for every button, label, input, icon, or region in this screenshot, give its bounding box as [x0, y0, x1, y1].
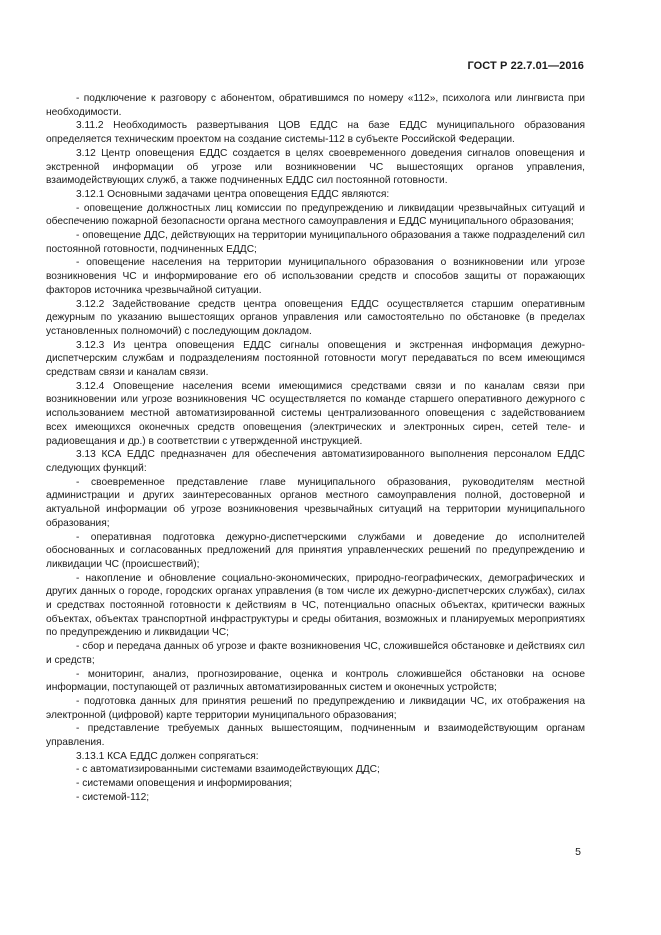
document-header	[467, 60, 584, 72]
paragraph: - накопление и обновление социально-экономических, природно-географических, демографических и других данных о городе, городских органах управления (в том числе их дежурно-диспетчерских службах), силах и средствах постоянной готовности к действиям в ЧС, потенциально опасных объектах, критически важных объектах, объектах транспортной инфраструктуры и среды обитания, возможных и планируемых мероприятиях по предупреждению и ликвидации ЧС;	[46, 572, 585, 639]
paragraph: - представление требуемых данных вышестоящим, подчиненным и взаимодействующим органам управления.	[46, 723, 585, 749]
paragraph: - оповещение ДДС, действующих на территории муниципального образования а также подразделений сил постоянной готовности, подчиненных ЕДДС;	[46, 230, 585, 255]
paragraph: 3.12.1 Основными задачами центра оповещения ЕДДС являются:	[76, 188, 390, 200]
paragraph: - оперативная подготовка дежурно-диспетчерскими службами и доведение до исполнителей обоснованных и согласованных предложений для принятия управленческих решений по предупреждению и ликвидации ЧС (происшествий);	[46, 531, 585, 570]
paragraph: 3.12.3 Из центра оповещения ЕДДС сигналы оповещения и экстренная информация дежурно-диспетчерским службам и подразделениям постоянной готовности могут передаваться по всем имеющимся средствам связи и каналам связи.	[46, 339, 585, 379]
paragraph: - системой-112;	[76, 791, 150, 803]
paragraph: 3.12.2 Задействование средств центра оповещения ЕДДС осуществляется старшим оперативным дежурным по указанию вышестоящих органов управления или самостоятельно по обстановке (в пределах установленных полномочий) с последующим докладом.	[46, 298, 585, 337]
paragraph: - оповещение населения на территории муниципального образования о возникновении или угрозе возникновения ЧС и информирование его об использовании средств и способов защиты от поражающих факторов источника чрезвычайной ситуации.	[46, 257, 585, 296]
paragraph: - своевременное представление главе муниципального образования, руководителям местной администрации и других заинтересованных органов местного самоуправления полной, достоверной и актуальной информации об угрозе возникновения чрезвычайных ситуаций на территории муниципального образования;	[46, 476, 585, 529]
paragraph: 3.11.2 Необходимость развертывания ЦОВ ЕДДС на базе ЕДДС муниципального образования определяется техническим проектом на создание системы-112 в субъекте Российской Федерации.	[46, 120, 585, 146]
paragraph: 3.12.4 Оповещение населения всеми имеющимися средствами связи и по каналам связи при возникновении или угрозе возникновения ЧС осуществляется по команде старшего оперативного дежурного с использованием местной автоматизированной системы централизованного оповещения с задействованием всех имеющихся оконечных средств оповещения (электрических и электронных сирен, сетей теле- и радиовещания и др.) в соответствии с утвержденной инструкцией.	[46, 380, 585, 447]
paragraph: 3.13 КСА ЕДДС предназначен для обеспечения автоматизированного выполнения персоналом ЕДДС следующих функций:	[46, 449, 585, 474]
paragraph: 3.13.1 КСА ЕДДС должен сопрягаться:	[76, 750, 259, 762]
paragraph: - подготовка данных для принятия решений по предупреждению и ликвидации ЧС, их отображения на электронной (цифровой) карте территории муниципального образования;	[46, 695, 585, 721]
paragraph: - оповещение должностных лиц комиссии по предупреждению и ликвидации чрезвычайных ситуаций и обеспечению пожарной безопасности органа местного самоуправления и ЕДДС муниципального образования;	[46, 202, 585, 228]
paragraph: - с автоматизированными системами взаимодействующих ДДС;	[76, 764, 380, 776]
paragraph: - сбор и передача данных об угрозе и факте возникновения ЧС, сложившейся обстановке и действиях сил и средств;	[46, 641, 585, 666]
document-body	[46, 92, 585, 805]
paragraph: - подключение к разговору с абонентом, обратившимся по номеру «112», психолога или лингвиста при необходимости.	[46, 93, 585, 118]
paragraph: - системами оповещения и информирования;	[76, 778, 293, 790]
standard-number: ГОСТ Р 22.7.01—2016	[467, 60, 584, 72]
page-number: 5	[575, 846, 581, 858]
paragraph: - мониторинг, анализ, прогнозирование, оценка и контроль сложившейся обстановки на основе информации, поступающей от различных автоматизированных систем и оконечных устройств;	[46, 668, 585, 694]
paragraph: 3.12 Центр оповещения ЕДДС создается в целях своевременного доведения сигналов оповещения и экстренной информации об угрозе или возникновении ЧС вышестоящих органов управления, взаимодействующих служб, а также подчиненных ЕДДС сил постоянной готовности.	[46, 147, 585, 187]
